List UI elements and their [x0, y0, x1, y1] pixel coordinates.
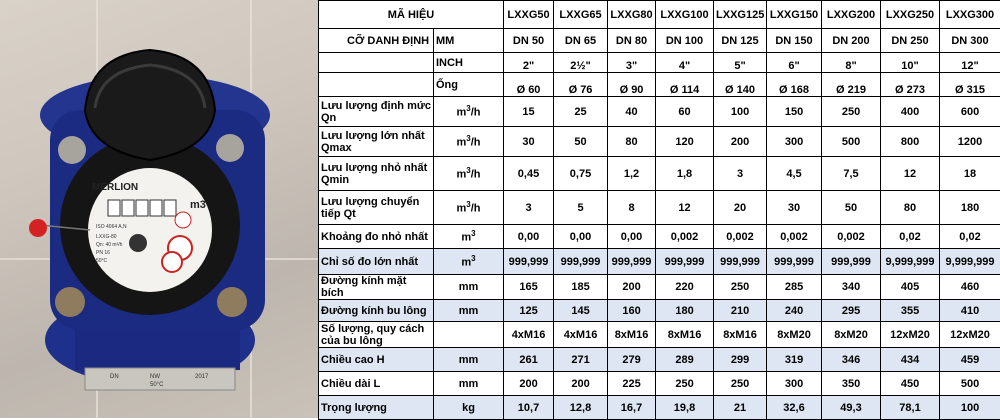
odometer-digit [136, 200, 148, 216]
value-cell: 25 [554, 97, 608, 127]
table-row [319, 396, 1000, 420]
value-cell: 8xM20 [767, 322, 822, 348]
dial-temp-text: 50°C [96, 258, 108, 264]
value-cell: 0,00 [554, 225, 608, 249]
meter-brand: MERLION [92, 182, 138, 193]
value-cell: 220 [656, 275, 714, 300]
value-cell: 16,7 [608, 396, 656, 420]
row-unit: mm [434, 372, 504, 396]
value-cell: 355 [881, 300, 940, 322]
header-row-models [319, 1, 1000, 29]
value-cell: 999,999 [554, 249, 608, 275]
value-cell: 160 [608, 300, 656, 322]
spec-table [318, 0, 1000, 420]
value-cell: 350 [822, 372, 881, 396]
value-cell: 12xM20 [881, 322, 940, 348]
table-row [319, 348, 1000, 372]
dn-cell: DN 200 [822, 29, 881, 53]
value-cell: 9,999,999 [881, 249, 940, 275]
value-cell: 4,5 [767, 157, 822, 191]
pipe-diameter-cell: Ø 76 [554, 73, 608, 97]
value-cell: 100 [940, 396, 1000, 420]
dial-pressure-text: PN 16 [96, 250, 110, 256]
value-cell: 19,8 [656, 396, 714, 420]
inch-cell: 10" [881, 53, 940, 73]
value-cell: 49,3 [822, 396, 881, 420]
spec-table-panel [318, 0, 1000, 418]
value-cell: 10,7 [504, 396, 554, 420]
flange-bolt [216, 134, 244, 162]
value-cell: 0,002 [767, 225, 822, 249]
value-cell: 165 [504, 275, 554, 300]
value-cell: 12xM20 [940, 322, 1000, 348]
value-cell: 7,5 [822, 157, 881, 191]
row-unit: mm [434, 348, 504, 372]
inch-unit-header: INCH [434, 53, 504, 73]
value-cell: 999,999 [714, 249, 767, 275]
model-header-cell: LXXG300 [940, 1, 1000, 29]
dial-unit: m3 [190, 199, 206, 211]
value-cell: 60 [656, 97, 714, 127]
inch-cell: 2" [504, 53, 554, 73]
pipe-diameter-cell: Ø 219 [822, 73, 881, 97]
dn-cell: DN 300 [940, 29, 1000, 53]
row-label: Lưu lượng lớn nhất Qmax [319, 127, 434, 157]
value-cell: 250 [822, 97, 881, 127]
row-unit: $m^3$ [434, 249, 504, 275]
value-cell: 225 [608, 372, 656, 396]
water-meter-photo [0, 0, 318, 418]
row-label: Chiều dài L [319, 372, 434, 396]
model-header-cell: LXXG150 [767, 1, 822, 29]
value-cell: 3 [504, 191, 554, 225]
value-cell: 459 [940, 348, 1000, 372]
value-cell: 200 [504, 372, 554, 396]
value-cell: 0,02 [881, 225, 940, 249]
value-cell: 50 [554, 127, 608, 157]
plate-dn-text: DN [110, 374, 119, 380]
value-cell: 80 [881, 191, 940, 225]
value-cell: 999,999 [608, 249, 656, 275]
row-unit: mm [434, 300, 504, 322]
value-cell: 100 [714, 97, 767, 127]
plate-year-text: 2017 [195, 374, 209, 380]
value-cell: 261 [504, 348, 554, 372]
row-label: Lưu lượng định mức Qn [319, 97, 434, 127]
flange-bolt [217, 287, 247, 317]
value-cell: 999,999 [767, 249, 822, 275]
row-unit [434, 322, 504, 348]
row-label: Đường kính bu lông [319, 300, 434, 322]
value-cell: 279 [608, 348, 656, 372]
plate-nw-text: NW [150, 374, 160, 380]
model-header-cell: LXXG50 [504, 1, 554, 29]
value-cell: 271 [554, 348, 608, 372]
table-row [319, 157, 1000, 191]
value-cell: 8xM16 [656, 322, 714, 348]
spec-table-body [319, 1, 1000, 420]
value-cell: 434 [881, 348, 940, 372]
value-cell: 300 [767, 372, 822, 396]
value-cell: 40 [608, 97, 656, 127]
model-header-cell: LXXG125 [714, 1, 767, 29]
value-cell: 20 [714, 191, 767, 225]
table-row [319, 97, 1000, 127]
odometer [108, 200, 176, 216]
value-cell: 200 [554, 372, 608, 396]
value-cell: 410 [940, 300, 1000, 322]
table-row [319, 300, 1000, 322]
row-label: Khoảng đo nhỏ nhất [319, 225, 434, 249]
flange-bolt [58, 136, 86, 164]
star-wheel [129, 234, 147, 252]
value-cell: 15 [504, 97, 554, 127]
dial-flow-text: Qn: 40 m³/h [96, 242, 123, 248]
value-cell: 180 [940, 191, 1000, 225]
value-cell: 125 [504, 300, 554, 322]
value-cell: 460 [940, 275, 1000, 300]
table-row [319, 322, 1000, 348]
value-cell: 1,2 [608, 157, 656, 191]
value-cell: 0,00 [608, 225, 656, 249]
value-cell: 32,6 [767, 396, 822, 420]
inch-cell: 8" [822, 53, 881, 73]
header-blank-cell [319, 73, 434, 97]
value-cell: 50 [822, 191, 881, 225]
dn-cell: DN 65 [554, 29, 608, 53]
value-cell: 300 [767, 127, 822, 157]
pipe-diameter-cell: Ø 90 [608, 73, 656, 97]
value-cell: 150 [767, 97, 822, 127]
value-cell: 250 [656, 372, 714, 396]
value-cell: 180 [656, 300, 714, 322]
row-label: Trọng lượng [319, 396, 434, 420]
sub-dial [175, 212, 191, 228]
dial-cert-text: ISO 4064 A,N [96, 224, 127, 230]
co-danh-dinh-header: CỠ DANH ĐỊNH [319, 29, 434, 53]
row-label: Chỉ số đo lớn nhất [319, 249, 434, 275]
value-cell: 295 [822, 300, 881, 322]
row-unit: kg [434, 396, 504, 420]
table-row [319, 191, 1000, 225]
value-cell: 450 [881, 372, 940, 396]
value-cell: 250 [714, 372, 767, 396]
dn-cell: DN 250 [881, 29, 940, 53]
model-header-cell: LXXG65 [554, 1, 608, 29]
sub-dial [162, 252, 182, 272]
row-label: Chiều cao H [319, 348, 434, 372]
value-cell: 8xM16 [608, 322, 656, 348]
row-label: Đường kính mặt bích [319, 275, 434, 300]
pipe-diameter-cell: Ø 60 [504, 73, 554, 97]
ma-hieu-header: MÃ HIỆU [319, 1, 504, 29]
inch-cell: 12" [940, 53, 1000, 73]
value-cell: 8xM16 [714, 322, 767, 348]
dn-cell: DN 50 [504, 29, 554, 53]
value-cell: 800 [881, 127, 940, 157]
value-cell: 1200 [940, 127, 1000, 157]
value-cell: 1,8 [656, 157, 714, 191]
value-cell: 999,999 [656, 249, 714, 275]
value-cell: 999,999 [504, 249, 554, 275]
value-cell: 346 [822, 348, 881, 372]
table-row [319, 127, 1000, 157]
row-unit: $m^3/h$ [434, 127, 504, 157]
value-cell: 250 [714, 275, 767, 300]
header-row-dn [319, 29, 1000, 53]
odometer-digit [164, 200, 176, 216]
value-cell: 500 [822, 127, 881, 157]
inch-cell: 5" [714, 53, 767, 73]
value-cell: 285 [767, 275, 822, 300]
value-cell: 200 [714, 127, 767, 157]
value-cell: 3 [714, 157, 767, 191]
value-cell: 30 [504, 127, 554, 157]
value-cell: 12,8 [554, 396, 608, 420]
value-cell: 299 [714, 348, 767, 372]
flange-bolt [55, 287, 85, 317]
value-cell: 405 [881, 275, 940, 300]
model-header-cell: LXXG200 [822, 1, 881, 29]
row-unit: $m^3/h$ [434, 157, 504, 191]
pipe-diameter-cell: Ø 168 [767, 73, 822, 97]
value-cell: 120 [656, 127, 714, 157]
value-cell: 21 [714, 396, 767, 420]
value-cell: 12 [881, 157, 940, 191]
value-cell: 289 [656, 348, 714, 372]
odometer-digit [108, 200, 120, 216]
row-unit: $m^3/h$ [434, 97, 504, 127]
inch-cell: 2½" [554, 53, 608, 73]
value-cell: 600 [940, 97, 1000, 127]
value-cell: 240 [767, 300, 822, 322]
pipe-diameter-cell: Ø 273 [881, 73, 940, 97]
value-cell: 400 [881, 97, 940, 127]
dial-model-text: LXXG-80 [96, 234, 117, 240]
value-cell: 4xM16 [504, 322, 554, 348]
row-label: Số lượng, quy cách của bu lông [319, 322, 434, 348]
header-row-inch [319, 53, 1000, 73]
value-cell: 0,002 [822, 225, 881, 249]
value-cell: 0,75 [554, 157, 608, 191]
row-unit: $m^3$ [434, 225, 504, 249]
header-blank-cell [319, 53, 434, 73]
table-row [319, 225, 1000, 249]
table-row [319, 249, 1000, 275]
inch-cell: 3" [608, 53, 656, 73]
value-cell: 185 [554, 275, 608, 300]
dn-cell: DN 80 [608, 29, 656, 53]
table-row [319, 275, 1000, 300]
value-cell: 999,999 [822, 249, 881, 275]
value-cell: 0,002 [714, 225, 767, 249]
odometer-digit [150, 200, 162, 216]
value-cell: 200 [608, 275, 656, 300]
table-row [319, 372, 1000, 396]
inch-cell: 4" [656, 53, 714, 73]
model-header-cell: LXXG100 [656, 1, 714, 29]
red-seal-tag [29, 219, 47, 237]
row-unit: mm [434, 275, 504, 300]
dn-cell: DN 125 [714, 29, 767, 53]
value-cell: 4xM16 [554, 322, 608, 348]
pipe-diameter-cell: Ø 315 [940, 73, 1000, 97]
value-cell: 8 [608, 191, 656, 225]
dn-cell: DN 100 [656, 29, 714, 53]
odometer-digit [122, 200, 134, 216]
value-cell: 12 [656, 191, 714, 225]
value-cell: 9,999,999 [940, 249, 1000, 275]
row-label: Lưu lượng nhỏ nhất Qmin [319, 157, 434, 191]
value-cell: 18 [940, 157, 1000, 191]
value-cell: 500 [940, 372, 1000, 396]
pipe-diameter-cell: Ø 140 [714, 73, 767, 97]
value-cell: 30 [767, 191, 822, 225]
value-cell: 319 [767, 348, 822, 372]
water-meter-illustration [0, 0, 318, 418]
mm-unit-header: MM [434, 29, 504, 53]
model-header-cell: LXXG250 [881, 1, 940, 29]
value-cell: 0,002 [656, 225, 714, 249]
row-label: Lưu lượng chuyển tiếp Qt [319, 191, 434, 225]
pipe-diameter-cell: Ø 114 [656, 73, 714, 97]
inch-cell: 6" [767, 53, 822, 73]
value-cell: 8xM20 [822, 322, 881, 348]
row-unit: $m^3/h$ [434, 191, 504, 225]
value-cell: 210 [714, 300, 767, 322]
value-cell: 0,45 [504, 157, 554, 191]
pipe-unit-header: Ống [434, 73, 504, 97]
model-header-cell: LXXG80 [608, 1, 656, 29]
dn-cell: DN 150 [767, 29, 822, 53]
value-cell: 0,00 [504, 225, 554, 249]
header-row-pipe [319, 73, 1000, 97]
value-cell: 145 [554, 300, 608, 322]
value-cell: 0,02 [940, 225, 1000, 249]
value-cell: 80 [608, 127, 656, 157]
plate-temp-text: 50°C [150, 382, 164, 388]
value-cell: 340 [822, 275, 881, 300]
value-cell: 5 [554, 191, 608, 225]
value-cell: 78,1 [881, 396, 940, 420]
